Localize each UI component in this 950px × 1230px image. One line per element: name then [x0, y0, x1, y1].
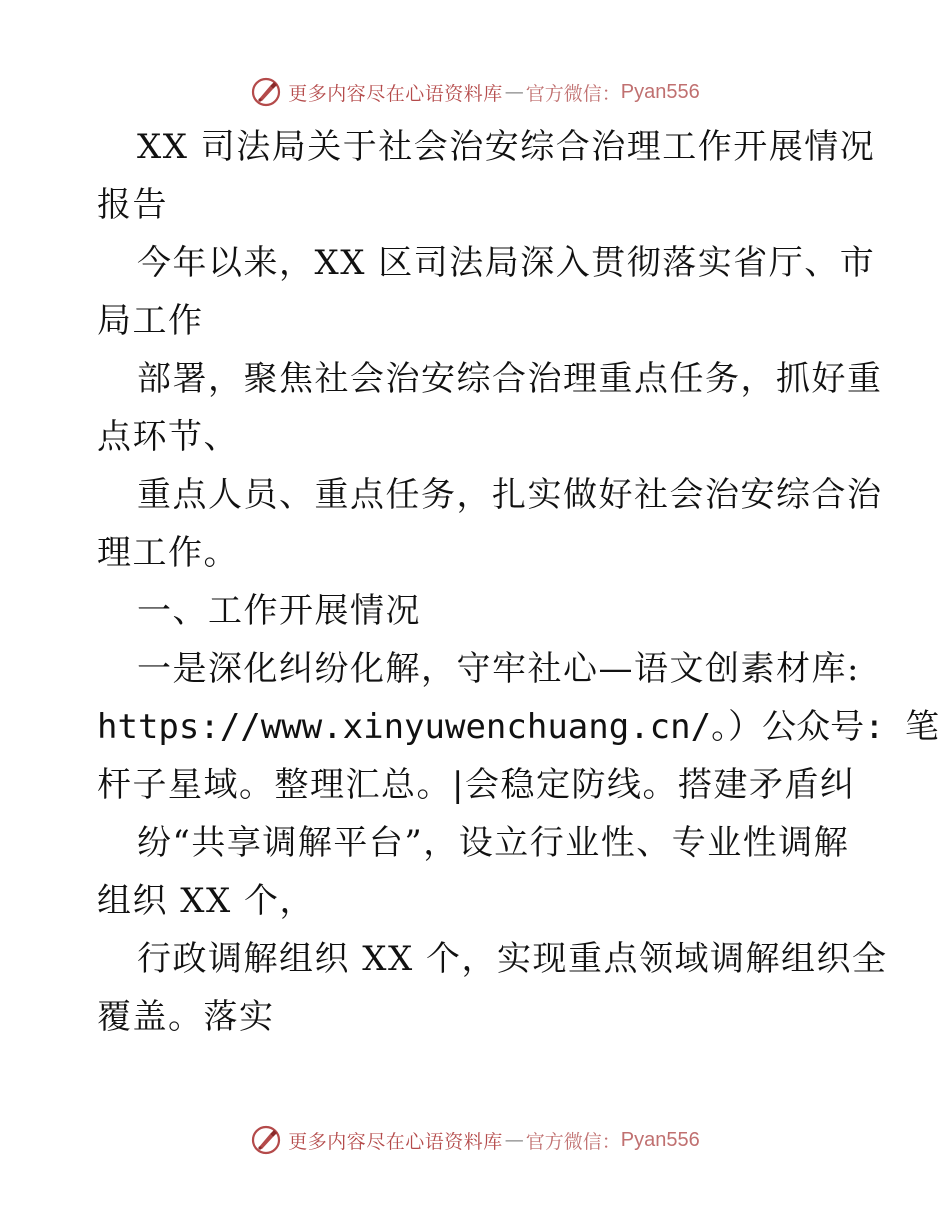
watermark-wechat-id: Pyan556 — [620, 1128, 700, 1151]
paragraph-line: 今年以来，XX 区司法局深入贯彻落实省厅、市 — [137, 243, 876, 283]
paragraph-line: 纷“共享调解平台”，设立行业性、专业性调解 — [137, 823, 850, 863]
paragraph-line: 行政调解组织 XX 个，实现重点领域调解组织全 — [137, 939, 888, 979]
watermark-separator: — — [504, 1129, 524, 1151]
document-body — [97, 118, 940, 1046]
paragraph-line: 覆盖。落实 — [97, 997, 275, 1037]
paragraph-line: 一是深化纠纷化解，守牢社心—语文创素材库: — [137, 649, 860, 689]
paragraph-line: 重点人员、重点任务，扎实做好社会治安综合治 — [137, 475, 883, 515]
watermark-label: 官方微信： — [525, 82, 621, 105]
pen-logo-icon — [250, 76, 282, 108]
watermark-text: 更多内容尽在心语资料库 — [288, 1130, 503, 1153]
pen-logo-icon — [250, 1124, 282, 1156]
paragraph-line: 杆子星域。整理汇总。|会稳定防线。搭建矛盾纠 — [97, 765, 856, 805]
paragraph-line: 部署，聚焦社会治安综合治理重点任务，抓好重 — [137, 359, 883, 399]
watermark-separator: — — [504, 81, 524, 103]
paragraph-line: 点环节、 — [97, 417, 239, 457]
watermark-text: 更多内容尽在心语资料库 — [288, 82, 503, 105]
header-watermark — [0, 72, 950, 112]
paragraph-line: 理工作。 — [97, 533, 239, 573]
footer-watermark — [0, 1120, 950, 1160]
title-line-2: 报告 — [97, 185, 168, 225]
paragraph-line: 组织 XX 个， — [97, 881, 316, 921]
watermark-wechat-id: Pyan556 — [620, 80, 700, 103]
title-line-1: XX 司法局关于社会治安综合治理工作开展情况 — [137, 127, 876, 167]
section-heading: 一、工作开展情况 — [137, 591, 421, 631]
watermark-label: 官方微信： — [525, 1130, 621, 1153]
paragraph-line-url: https://www.xinyuwenchuang.cn/。）公众号: 笔 — [97, 707, 940, 747]
paragraph-line: 局工作 — [97, 301, 204, 341]
